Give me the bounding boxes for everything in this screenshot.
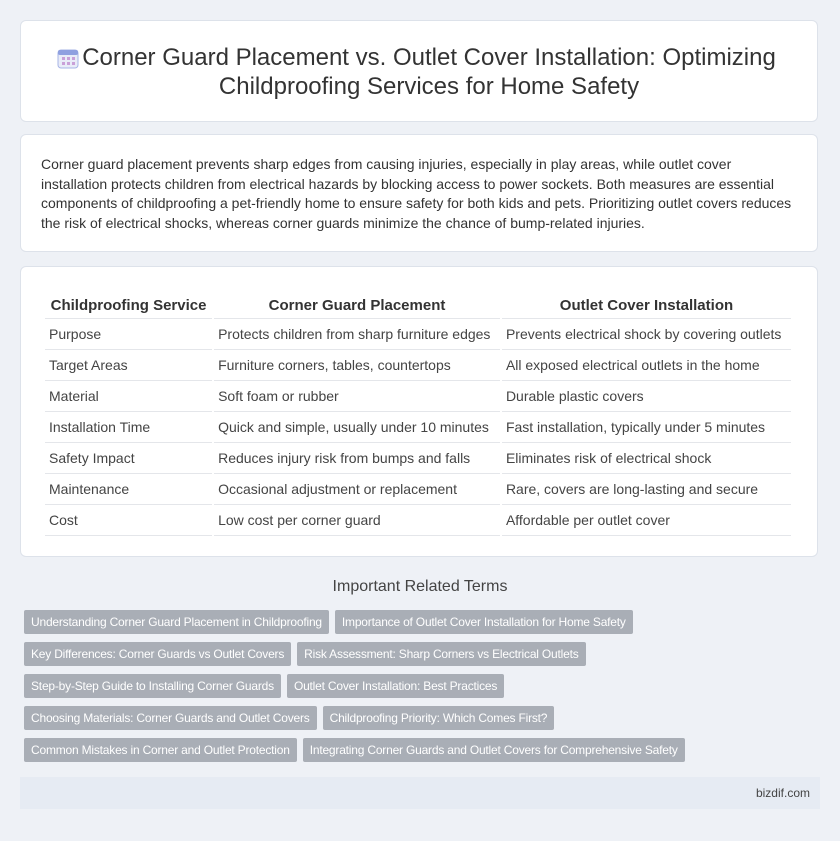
related-term-tag[interactable]: Step-by-Step Guide to Installing Corner Guards (24, 674, 281, 698)
table-cell: Eliminates risk of electrical shock (502, 443, 791, 474)
table-row (45, 319, 791, 350)
table-cell: Quick and simple, usually under 10 minutes (214, 412, 500, 443)
table-cell: Furniture corners, tables, countertops (214, 350, 500, 381)
table-cell: Prevents electrical shock by covering outlets (502, 319, 791, 350)
comparison-table-card (20, 266, 818, 557)
table-row (45, 474, 791, 505)
tag-row (24, 610, 814, 642)
related-term-tag[interactable]: Childproofing Priority: Which Comes First? (323, 706, 555, 730)
table-cell: Protects children from sharp furniture edges (214, 319, 500, 350)
table-cell: Cost (45, 505, 212, 536)
comparison-table (43, 289, 793, 536)
table-cell: Durable plastic covers (502, 381, 791, 412)
column-header: Corner Guard Placement (214, 289, 500, 319)
table-cell: Safety Impact (45, 443, 212, 474)
footer (20, 777, 820, 809)
tag-row (24, 642, 814, 674)
table-cell: Target Areas (45, 350, 212, 381)
related-term-tag[interactable]: Outlet Cover Installation: Best Practices (287, 674, 504, 698)
related-term-tag[interactable]: Importance of Outlet Cover Installation for Home Safety (335, 610, 633, 634)
header-card (20, 20, 818, 122)
table-cell: Soft foam or rubber (214, 381, 500, 412)
related-term-tag[interactable]: Understanding Corner Guard Placement in Childproofing (24, 610, 329, 634)
related-term-tag[interactable]: Common Mistakes in Corner and Outlet Protection (24, 738, 297, 762)
table-row (45, 443, 791, 474)
table-row (45, 505, 791, 536)
table-row (45, 350, 791, 381)
table-cell: Purpose (45, 319, 212, 350)
table-cell: Affordable per outlet cover (502, 505, 791, 536)
site-name[interactable]: bizdif.com (755, 786, 810, 800)
table-cell: Reduces injury risk from bumps and falls (214, 443, 500, 474)
table-row (45, 412, 791, 443)
related-term-tag[interactable]: Risk Assessment: Sharp Corners vs Electrical Outlets (297, 642, 585, 666)
table-cell: Occasional adjustment or replacement (214, 474, 500, 505)
related-term-tag[interactable]: Key Differences: Corner Guards vs Outlet Covers (24, 642, 291, 666)
table-cell: Rare, covers are long-lasting and secure (502, 474, 791, 505)
table-cell: Low cost per corner guard (214, 505, 500, 536)
tag-row (24, 674, 814, 706)
table-cell: Maintenance (45, 474, 212, 505)
intro-text: Corner guard placement prevents sharp edges from causing injuries, especially in play areas, while outlet cover installation protects children from electrical hazards by blocking access to power sockets. Both measures are essential components of childproofing a pet-friendly home to ensure safety for both kids and pets. Prioritizing outlet covers reduces the risk of electrical shocks, whereas corner guards minimize the chance of bump-related injuries. (41, 156, 792, 231)
intro-card (20, 134, 818, 252)
table-row (45, 381, 791, 412)
tag-row (24, 706, 814, 738)
table-header-row (45, 289, 791, 319)
column-header: Outlet Cover Installation (502, 289, 791, 319)
related-terms-list (24, 610, 814, 770)
table-cell: Installation Time (45, 412, 212, 443)
column-header: Childproofing Service (45, 289, 212, 319)
page-title: Corner Guard Placement vs. Outlet Cover Installation: Optimizing Childproofing Services for Home Safety (82, 44, 776, 100)
table-cell: Material (45, 381, 212, 412)
related-terms-title: Important Related Terms (332, 578, 508, 595)
tag-row (24, 738, 814, 770)
table-cell: All exposed electrical outlets in the home (502, 350, 791, 381)
related-term-tag[interactable]: Integrating Corner Guards and Outlet Covers for Comprehensive Safety (303, 738, 685, 762)
related-term-tag[interactable]: Choosing Materials: Corner Guards and Outlet Covers (24, 706, 317, 730)
table-cell: Fast installation, typically under 5 minutes (502, 412, 791, 443)
